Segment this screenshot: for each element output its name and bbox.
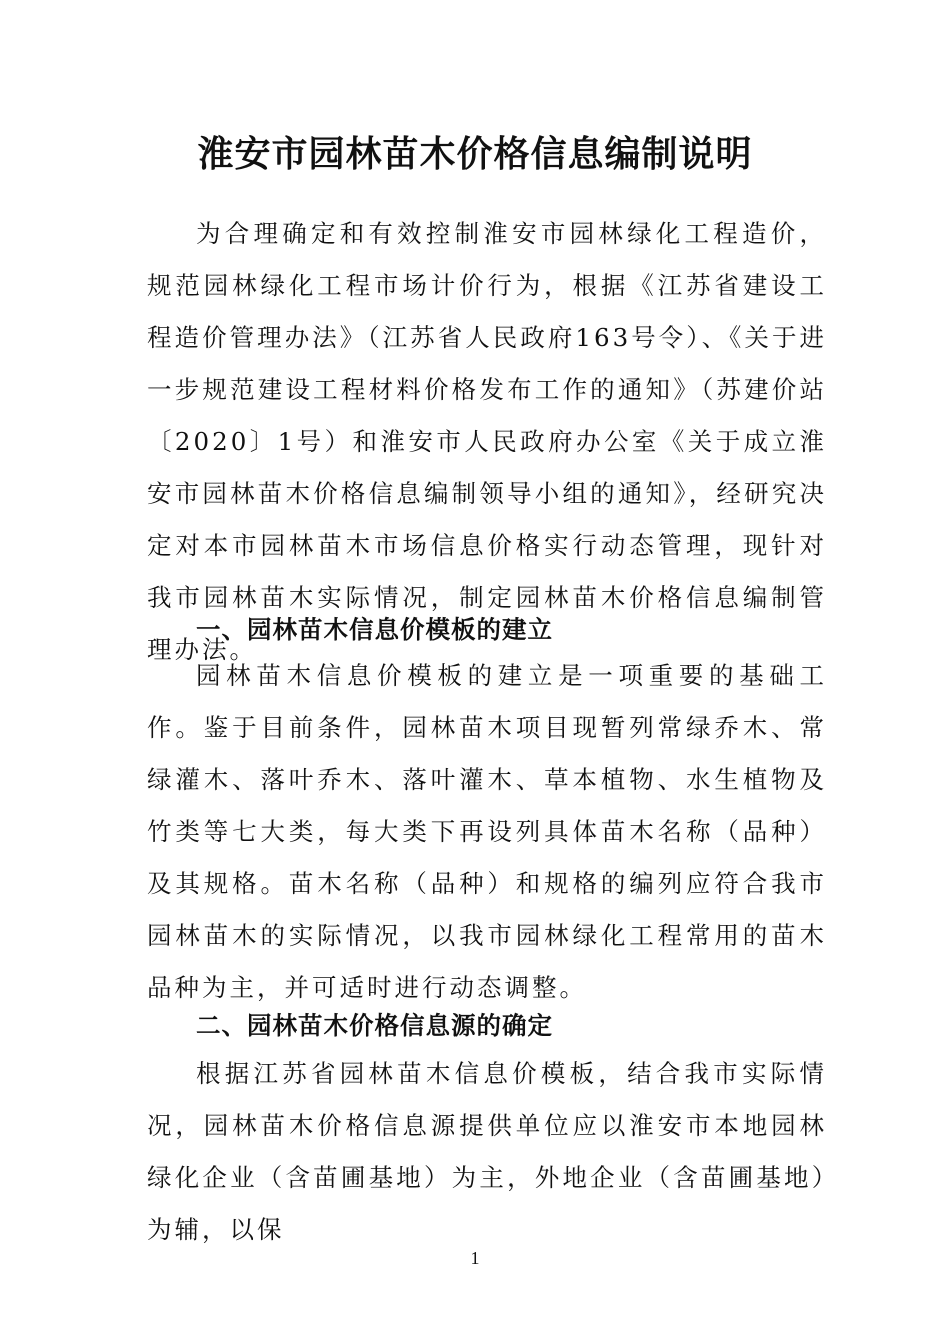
page-number: 1 [470, 1248, 480, 1268]
section-heading-2: 二、园林苗木价格信息源的确定 [196, 1011, 553, 1040]
paragraph-template: 园林苗木信息价模板的建立是一项重要的基础工作。鉴于目前条件，园林苗木项目现暂列常绿乔木、常绿灌木、落叶乔木、落叶灌木、草本植物、水生植物及竹类等七大类，每大类下再设列具体苗木名称（品种）及其规格。苗木名称（品种）和规格的编列应符合我市园林苗木的实际情况，以我市园林绿化工程常用的苗木品种为主，并可适时进行动态调整。 [147, 661, 827, 1002]
paragraph-intro: 为合理确定和有效控制淮安市园林绿化工程造价，规范园林绿化工程市场计价行为，根据《江苏省建设工程造价管理办法》（江苏省人民政府163号令）、《关于进一步规范建设工程材料价格发布工作的通知》（苏建价站〔2020〕1号）和淮安市人民政府办公室《关于成立淮安市园林苗木价格信息编制领导小组的通知》，经研究决定对本市园林苗木市场信息价格实行动态管理，现针对我市园林苗木实际情况，制定园林苗木价格信息编制管理办法。 [147, 219, 827, 664]
document-title: 淮安市园林苗木价格信息编制说明 [197, 133, 753, 175]
paragraph-source: 根据江苏省园林苗木信息价模板，结合我市实际情况，园林苗木价格信息源提供单位应以淮安市本地园林绿化企业（含苗圃基地）为主，外地企业（含苗圃基地）为辅，以保 [147, 1059, 827, 1244]
section-heading-1: 一、园林苗木信息价模板的建立 [196, 615, 553, 644]
